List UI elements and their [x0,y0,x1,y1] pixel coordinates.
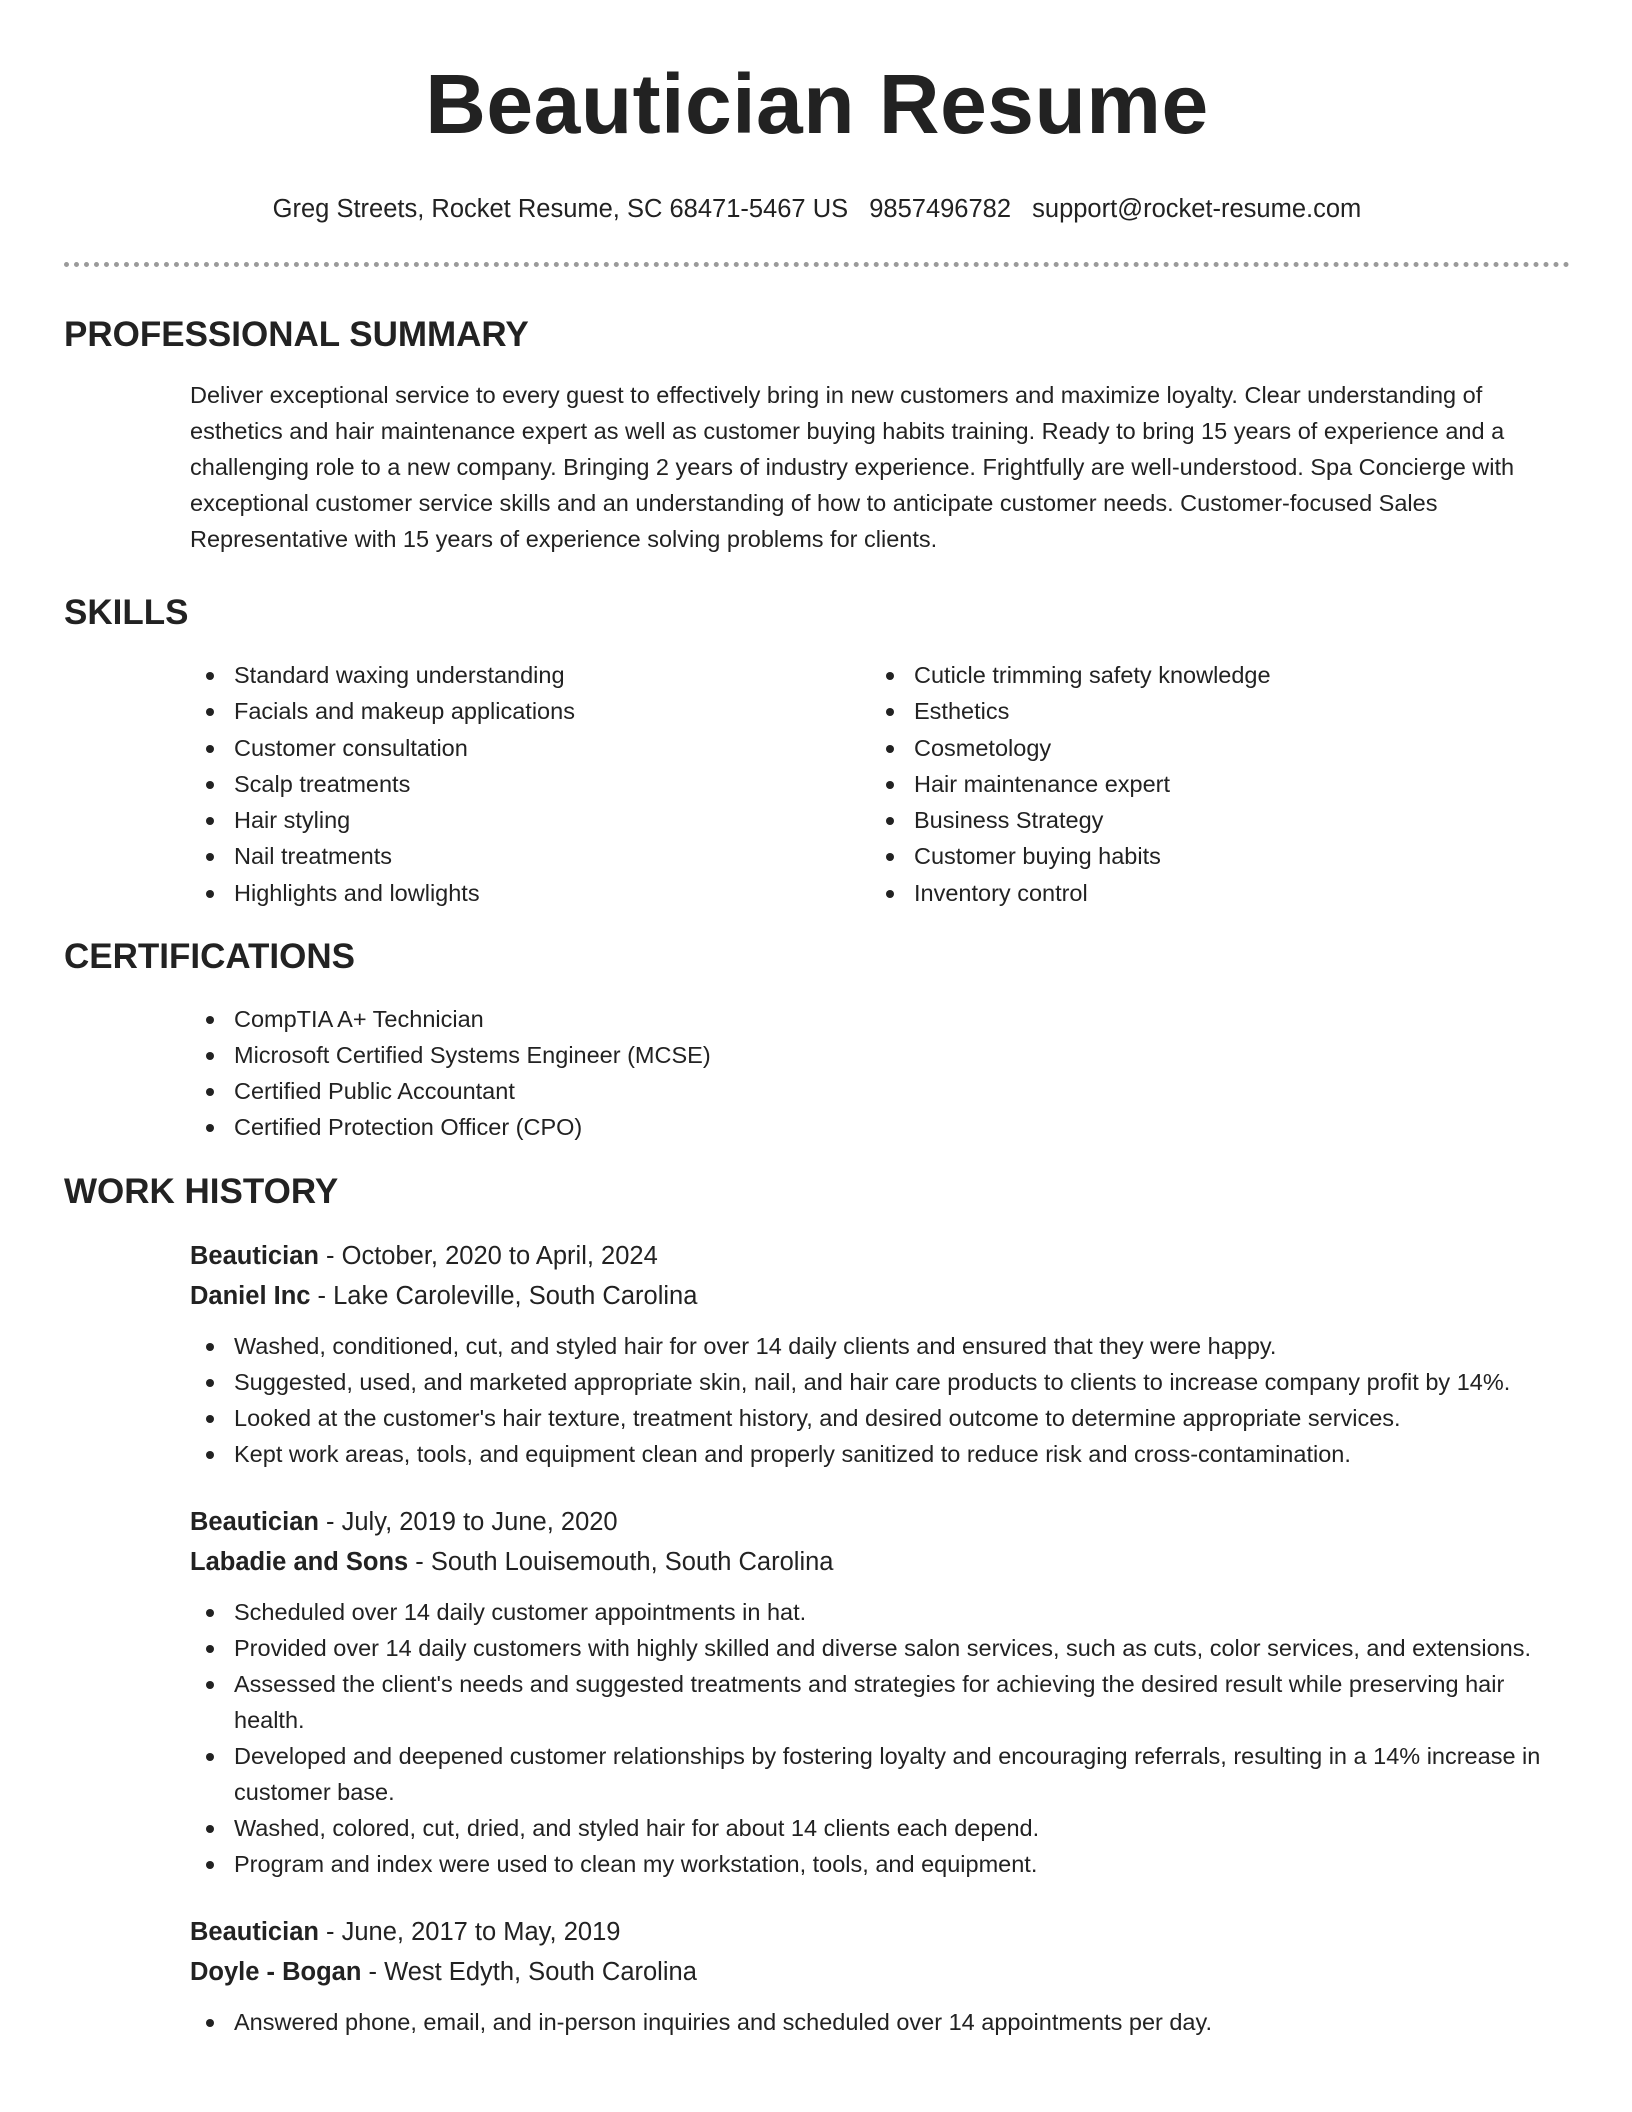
job-location: - West Edyth, South Carolina [361,1958,697,1987]
header-divider [64,262,1570,267]
certification-item: Certified Protection Officer (CPO) [190,1109,1570,1145]
skills-section [64,591,1570,911]
job-bullet: Program and index were used to clean my workstation, tools, and equipment. [190,1846,1570,1882]
job-bullet: Looked at the customer's hair texture, treatment history, and desired outcome to determine appropriate services. [190,1400,1570,1436]
job-dates: - June, 2017 to May, 2019 [318,1918,621,1947]
skills-list-right [870,657,1550,911]
skills-heading: SKILLS [64,593,189,632]
resume-page [64,0,1570,2040]
certifications-list [190,1001,1570,1145]
certifications-heading: CERTIFICATIONS [64,937,356,977]
job-dates: - July, 2019 to June, 2020 [318,1508,618,1537]
skill-item: Highlights and lowlights [190,875,870,911]
certifications-section [64,935,1570,1145]
job-bullets [190,1328,1570,1472]
job-bullet: Washed, conditioned, cut, and styled hair for over 14 daily clients and ensured that they were happy. [190,1328,1570,1364]
skill-item: Hair maintenance expert [870,766,1550,802]
job-title-line [190,1236,1570,1276]
contact-phone: 9857496782 [869,195,1012,223]
job-location: - Lake Caroleville, South Carolina [310,1282,698,1311]
skill-item: Nail treatments [190,838,870,874]
skill-item: Business Strategy [870,802,1550,838]
summary-text: Deliver exceptional service to every guest to effectively bring in new customers and maximize loyalty. Clear understanding of esthetics and hair maintenance expert as well as customer buying habits training. Ready to bring 15 years of experience and a challenging role to a new company. Bringing 2 years of industry experience. Frightfully are well-understood. Spa Concierge with exceptional customer service skills and an understanding of how to anticipate customer needs. Customer-focused Sales Representative with 15 years of experience solving problems for clients. [190,382,1515,552]
job-bullet: Assessed the client's needs and suggested treatments and strategies for achieving the desired result while preserving hair health. [190,1666,1570,1738]
job-bullets [190,1594,1570,1882]
job-bullet: Washed, colored, cut, dried, and styled hair for about 14 clients each depend. [190,1810,1570,1846]
job-company: Daniel Inc [190,1282,311,1311]
skill-item: Cosmetology [870,730,1550,766]
contact-line [64,192,1570,226]
summary-heading: PROFESSIONAL SUMMARY [64,315,529,354]
contact-address: Greg Streets, Rocket Resume, SC 68471-5467 US [272,195,849,223]
skill-item: Inventory control [870,875,1550,911]
job-bullet: Suggested, used, and marketed appropriate skin, nail, and hair care products to clients to increase company profit by 14%. [190,1364,1570,1400]
skill-item: Customer buying habits [870,838,1550,874]
job-entry [190,1236,1570,1472]
skill-item: Esthetics [870,693,1550,729]
skill-item: Cuticle trimming safety knowledge [870,657,1550,693]
job-bullet: Provided over 14 daily customers with highly skilled and diverse salon services, such as cuts, color services, and extensions. [190,1630,1570,1666]
job-company-line [190,1276,1570,1316]
certification-item: CompTIA A+ Technician [190,1001,1570,1037]
job-bullet: Scheduled over 14 daily customer appointments in hat. [190,1594,1570,1630]
job-entry [190,1502,1570,1882]
job-bullet: Kept work areas, tools, and equipment clean and properly sanitized to reduce risk and cross-contamination. [190,1436,1570,1472]
contact-email: support@rocket-resume.com [1032,195,1362,223]
job-role: Beautician [190,1242,319,1271]
skill-item: Scalp treatments [190,766,870,802]
job-company: Labadie and Sons [190,1548,409,1577]
job-location: - South Louisemouth, South Carolina [408,1548,834,1577]
job-bullet: Answered phone, email, and in-person inquiries and scheduled over 14 appointments per day. [190,2004,1570,2040]
job-company-line [190,1542,1570,1582]
certification-item: Microsoft Certified Systems Engineer (MCSE) [190,1037,1570,1073]
resume-title: Beautician Resume [425,57,1209,151]
skill-item: Standard waxing understanding [190,657,870,693]
work-history-section [64,1170,1570,2040]
job-bullet: Developed and deepened customer relationships by fostering loyalty and encouraging referrals, resulting in a 14% increase in customer base. [190,1738,1570,1810]
job-company: Doyle - Bogan [190,1958,362,1987]
skill-item: Customer consultation [190,730,870,766]
job-role: Beautician [190,1508,319,1537]
skills-list-left [190,657,870,911]
skills-columns [190,657,1570,911]
job-company-line [190,1952,1570,1992]
job-title-line [190,1912,1570,1952]
job-bullets [190,2004,1570,2040]
certification-item: Certified Public Accountant [190,1073,1570,1109]
job-entry [190,1912,1570,2040]
skill-item: Hair styling [190,802,870,838]
work-history-heading: WORK HISTORY [64,1172,339,1212]
job-title-line [190,1502,1570,1542]
skill-item: Facials and makeup applications [190,693,870,729]
job-role: Beautician [190,1918,319,1947]
job-dates: - October, 2020 to April, 2024 [318,1242,658,1271]
summary-section [64,313,1570,557]
